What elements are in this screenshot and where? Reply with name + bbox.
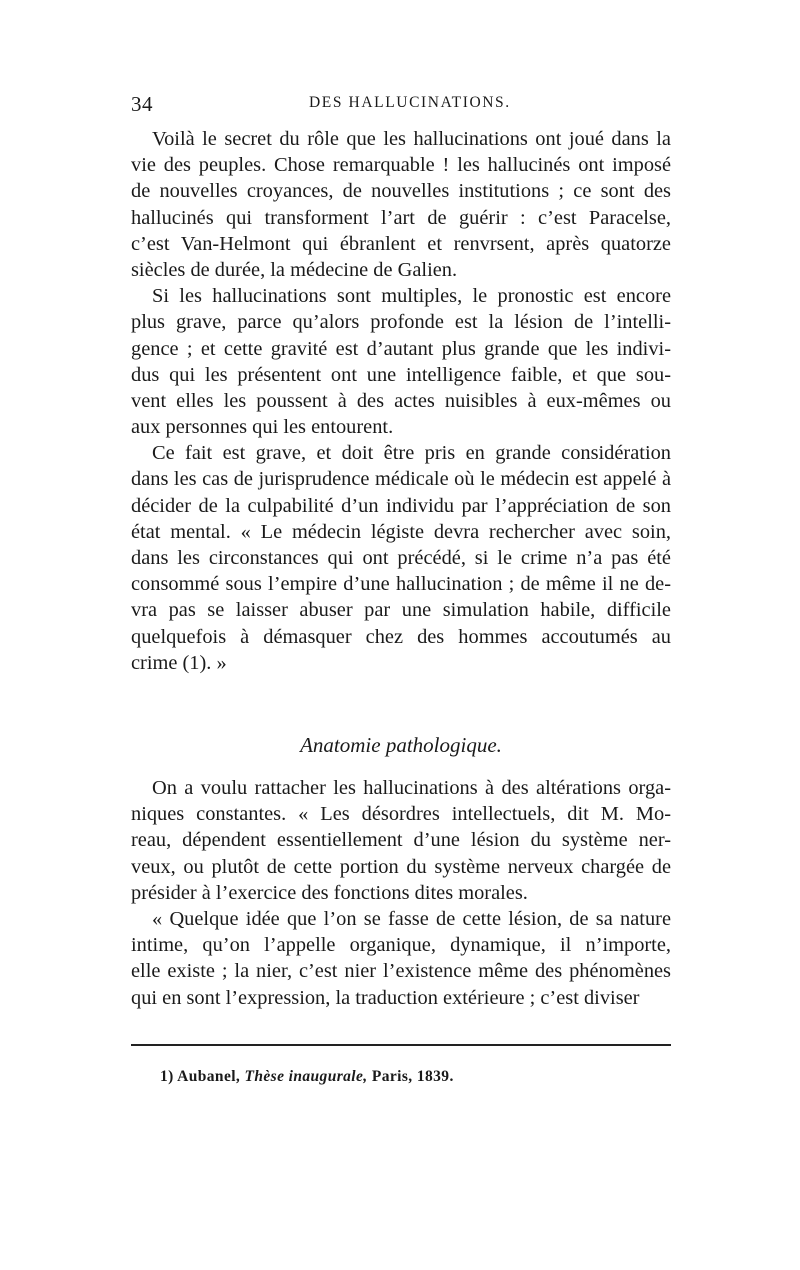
text-line: veux, ou plutôt de cette portion du système nerveux chargée de <box>131 855 671 878</box>
text-line: intime, qu’on l’appelle organique, dynamique, il n’importe, <box>131 934 671 957</box>
text-line: reau, dépendent essentiellement d’une lésion du système ner- <box>131 829 671 852</box>
text-line: crime (1). » <box>131 651 227 674</box>
text-line: Voilà le secret du rôle que les hallucinations ont joué dans la <box>152 128 671 150</box>
text-line: c’est Van-Helmont qui ébranlent et renvrsent, après quatorze <box>131 232 671 255</box>
footnote-marker: 1) <box>160 1068 174 1085</box>
section-title: Anatomie pathologique. <box>300 733 502 757</box>
text-line: quelquefois à démasquer chez des hommes accoutumés au <box>131 625 671 648</box>
text-line: décider de la culpabilité d’un individu par l’appréciation de son <box>131 494 671 517</box>
text-line: plus grave, parce qu’alors profonde est la lésion de l’intelli- <box>131 311 671 334</box>
footnote-author: Aubanel, <box>177 1068 241 1085</box>
text-line: dans les cas de jurisprudence médicale où le médecin est appelé à <box>131 468 671 491</box>
text-line: présider à l’exercice des fonctions dites morales. <box>131 881 528 904</box>
text-line: hallucinés qui transforment l’art de guérir : c’est Paracelse, <box>131 206 671 229</box>
text-line: vie des peuples. Chose remarquable ! les hallucinés ont imposé <box>131 154 671 177</box>
text-line: siècles de durée, la médecine de Galien. <box>131 258 458 281</box>
text-line: « Quelque idée que l’on se fasse de cette lésion, de sa nature <box>152 907 671 930</box>
body-text-part-1 <box>131 126 671 676</box>
text-line: elle existe ; la nier, c’est nier l’existence même des phénomènes <box>131 960 671 983</box>
text-line: vent elles les poussent à des actes nuisibles à eux-mêmes ou <box>131 389 671 412</box>
footnote-work: Thèse inaugurale, <box>244 1068 368 1085</box>
body-text-part-2 <box>131 775 671 1011</box>
text-line: On a voulu rattacher les hallucinations à des altérations orga- <box>152 777 671 799</box>
page-header <box>131 92 671 116</box>
text-line: vra pas se laisser abuser par une simulation habile, difficile <box>131 599 671 622</box>
page-number: 34 <box>131 92 153 116</box>
text-line: dans les circonstances qui ont précédé, si le crime n’a pas été <box>131 547 671 569</box>
text-line: aux personnes qui les entourent. <box>131 416 394 439</box>
footnote-place-date: Paris, 1839. <box>371 1068 454 1085</box>
text-line: Si les hallucinations sont multiples, le pronostic est encore <box>152 285 671 308</box>
footnote-rule <box>131 1044 671 1046</box>
text-line: état mental. « Le médecin légiste devra rechercher avec soin, <box>131 520 671 543</box>
text-line: gence ; et cette gravité est d’autant plus grande que les indivi- <box>131 337 671 360</box>
text-line: niques constantes. « Les désordres intellectuels, dit M. Mo- <box>131 803 671 826</box>
text-line: dus qui les présentent ont une intelligence faible, et que sou- <box>131 363 671 386</box>
footnote <box>160 1068 454 1086</box>
running-head: DES HALLUCINATIONS. <box>309 94 511 111</box>
text-line: de nouvelles croyances, de nouvelles institutions ; ce sont des <box>131 180 671 203</box>
text-line: qui en sont l’expression, la traduction extérieure ; c’est diviser <box>131 986 640 1009</box>
text-line: consommé sous l’empire d’une hallucination ; de même il ne de- <box>131 573 671 596</box>
text-line: Ce fait est grave, et doit être pris en grande considération <box>152 442 671 465</box>
